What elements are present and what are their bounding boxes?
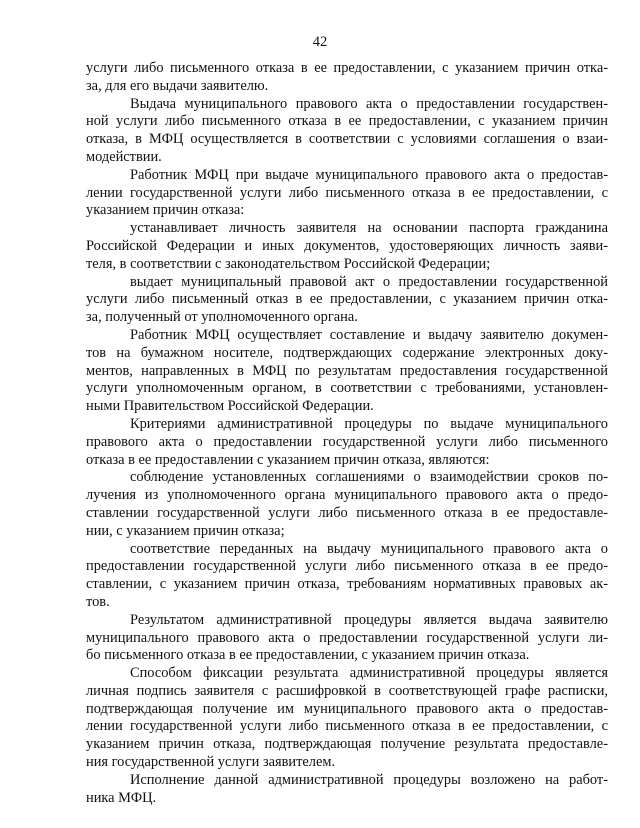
paragraph-first-line: соблюдение установленных соглашениями о взаимодействии сроков по-	[130, 469, 608, 486]
paragraph-first-line: Способом фиксации результата административной процедуры является	[130, 665, 608, 682]
text-line: модействии.	[86, 148, 162, 165]
text-line: ментов, направленных в МФЦ по результатам предоставления государственной	[86, 362, 608, 379]
text-line: услуги уполномоченным органом, в соответствии с требованиями, установлен-	[86, 380, 608, 397]
text-line: указанием причин отказа, подтверждающая получение результата предоставле-	[86, 736, 608, 753]
paragraph-first-line: Критериями административной процедуры по выдаче муниципального	[130, 415, 608, 432]
text-line: услуги либо письменный отказ в ее предоставлении, с указанием причин отка-	[86, 291, 608, 308]
paragraph-first-line: Исполнение данной административной процедуры возложено на работ-	[130, 771, 608, 788]
text-line: правового акта о предоставлении государственной услуги либо письменного	[86, 433, 608, 450]
page-number: 42	[312, 34, 328, 50]
text-line: ника МФЦ.	[86, 789, 157, 806]
text-line: муниципального правового акта о предоставлении государственной услуги ли-	[86, 629, 608, 646]
text-line: ставлении, с указанием причин отказа, требованиям нормативных правовых ак-	[86, 576, 608, 593]
paragraph-first-line: Выдача муниципального правового акта о предоставлении государствен-	[130, 95, 608, 112]
text-line: ставлении государственной услуги либо письменного отказа в ее предоставле-	[86, 504, 608, 521]
text-line: нии, с указанием причин отказа;	[86, 522, 285, 539]
paragraph-first-line: соответствие переданных на выдачу муниципального правового акта о	[130, 540, 608, 557]
text-line: теля, в соответствии с законодательством Российской Федерации;	[86, 255, 491, 272]
text-line: указанием причин отказа:	[86, 202, 245, 219]
paragraph-first-line: выдает муниципальный правовой акт о предоставлении государственной	[130, 273, 608, 290]
text-line: ния государственной услуги заявителем.	[86, 754, 336, 771]
text-line: услуги либо письменного отказа в ее предоставлении, с указанием причин отка-	[86, 60, 608, 76]
text-line: Российской Федерации и иных документов, удостоверяющих личность заяви-	[86, 237, 608, 254]
paragraph-first-line: устанавливает личность заявителя на основании паспорта гражданина	[130, 220, 608, 237]
text-line: за, для его выдачи заявителю.	[86, 77, 269, 94]
text-line: ными Правительством Российской Федерации.	[86, 398, 374, 415]
paragraph-first-line: Работник МФЦ при выдаче муниципального правового акта о предостав-	[130, 166, 608, 183]
text-line: лении государственной услуги либо письменного отказа в ее предоставлении, с	[86, 184, 608, 201]
text-line: лении государственной услуги либо письменного отказа в ее предоставлении, с	[86, 718, 608, 735]
paragraph-first-line: Результатом административной процедуры является выдача заявителю	[130, 611, 608, 628]
text-line: лучения из уполномоченного органа муниципального правового акта о предо-	[86, 487, 608, 504]
text-line: личная подпись заявителя с расшифровкой в соответствующей графе расписки,	[86, 682, 608, 699]
text-line: тов.	[86, 593, 110, 610]
text-line: ной услуги либо письменного отказа в ее предоставлении, с указанием причин	[86, 113, 608, 130]
text-line: отказа, в МФЦ осуществляется в соответствии с условиями соглашения о взаи-	[86, 131, 608, 148]
text-line: подтверждающая получение им муниципального правового акта о предостав-	[86, 700, 608, 717]
text-line: отказа в ее предоставлении с указанием причин отказа, являются:	[86, 451, 490, 468]
text-line: бо письменного отказа в ее предоставлении, с указанием причин отказа.	[86, 647, 530, 664]
text-line: тов на бумажном носителе, подтверждающих содержание электронных доку-	[86, 344, 608, 361]
text-line: предоставлении государственной услуги либо письменного отказа в ее предо-	[86, 558, 608, 575]
body-text	[86, 60, 608, 807]
text-line: за, полученный от уполномоченного органа.	[86, 309, 358, 326]
paragraph-first-line: Работник МФЦ осуществляет составление и выдачу заявителю докумен-	[130, 326, 608, 343]
